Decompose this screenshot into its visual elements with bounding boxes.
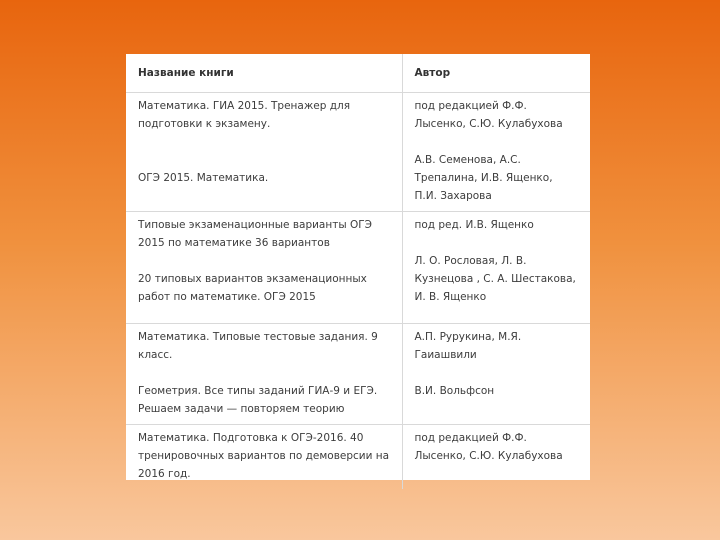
table-row: [126, 324, 590, 425]
author-cell: [402, 425, 590, 490]
header-book-title: Название книги: [126, 54, 402, 93]
table-row: [126, 93, 590, 212]
book-title: 20 типовых вариантов экзаменационных работ по математике. ОГЭ 2015: [138, 273, 367, 303]
book-cell: [126, 425, 402, 490]
book-cell: [126, 93, 402, 212]
author-name: В.И. Вольфсон: [414, 385, 495, 397]
book-title: Математика. Подготовка к ОГЭ-2016. 40 тренировочных вариантов по демоверсии на 2016 год.: [138, 432, 390, 480]
table-row: [126, 212, 590, 324]
book-title: Геометрия. Все типы заданий ГИА-9 и ЕГЭ. Решаем задачи — повторяем теорию: [138, 385, 378, 415]
books-table-card: [126, 54, 590, 480]
author-cell: [402, 324, 590, 425]
table-row: [126, 425, 590, 490]
author-name: А.В. Семенова, А.С. Трепалина, И.В. Ященко, П.И. Захарова: [414, 154, 553, 202]
header-author: Автор: [402, 54, 590, 93]
book-title: Математика. ГИА 2015. Тренажер для подготовки к экзамену.: [138, 100, 351, 130]
book-title: Типовые экзаменационные варианты ОГЭ 2015 по математике 36 вариантов: [138, 219, 372, 249]
books-table: [126, 54, 590, 489]
author-cell: [402, 93, 590, 212]
author-cell: [402, 212, 590, 324]
author-name: под редакцией Ф.Ф. Лысенко, С.Ю. Кулабухова: [414, 432, 563, 462]
author-name: А.П. Рурукина, М.Я. Гаиашвили: [414, 331, 522, 361]
author-name: Л. О. Рословая, Л. В. Кузнецова , С. А. Шестакова, И. В. Ященко: [414, 255, 576, 303]
book-title: Математика. Типовые тестовые задания. 9 класс.: [138, 331, 378, 361]
book-cell: [126, 212, 402, 324]
author-name: под ред. И.В. Ященко: [414, 219, 534, 231]
book-title: ОГЭ 2015. Математика.: [138, 172, 269, 184]
author-name: под редакцией Ф.Ф. Лысенко, С.Ю. Кулабухова: [414, 100, 563, 130]
book-cell: [126, 324, 402, 425]
table-header-row: [126, 54, 590, 93]
